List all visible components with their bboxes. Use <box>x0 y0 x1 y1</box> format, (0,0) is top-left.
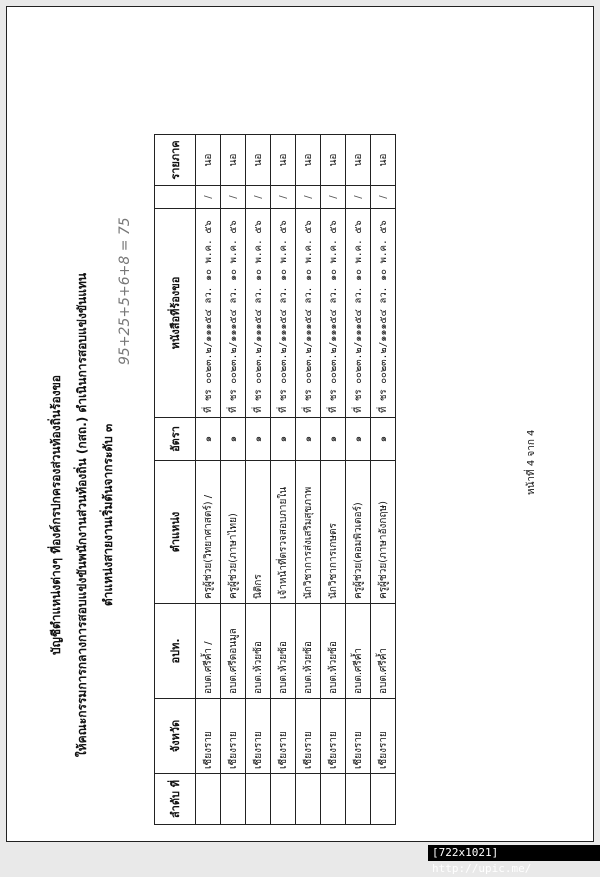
cell-org: อบต.ห้วยซ้อ <box>321 604 346 699</box>
cell-org: อบต.ศรีค้ำ <box>371 604 396 699</box>
cell-seq <box>246 774 271 825</box>
title-line-2: ให้คณะกรรมการกลางการสอบแข่งขันพนักงานส่วนท้องถิ่น (กสถ.) ดำเนินการสอบแข่งขันแทน <box>75 272 89 758</box>
cell-seq <box>321 774 346 825</box>
cell-rate: ๑ <box>221 418 246 461</box>
cell-detail: นอ <box>321 135 346 186</box>
table-row <box>196 135 221 825</box>
cell-province: เชียงราย <box>346 699 371 774</box>
header-seq: ลำดับ ที่ <box>155 774 196 825</box>
cell-seq <box>196 774 221 825</box>
page-number: หน้าที่ 4 จาก 4 <box>526 429 537 495</box>
image-size-label: [722x1021] <box>432 846 499 859</box>
header-org: อปท. <box>155 604 196 699</box>
cell-mark: / <box>196 186 221 209</box>
table-row <box>271 135 296 825</box>
cell-letter: ที่ ชร ๐๐๒๓.๒/๑๑๑๕๔ ลว. ๑๐ พ.ค. ๕๖ <box>246 209 271 418</box>
cell-province: เชียงราย <box>296 699 321 774</box>
cell-org: อบต.ศรีค้ำ / <box>196 604 221 699</box>
cell-province: เชียงราย <box>246 699 271 774</box>
cell-org: อบต.ห้วยซ้อ <box>271 604 296 699</box>
table-row <box>371 135 396 825</box>
cell-mark: / <box>221 186 246 209</box>
cell-seq <box>271 774 296 825</box>
cell-position: นักวิชาการเกษตร <box>321 461 346 604</box>
image-host-footer <box>428 845 600 875</box>
cell-mark: / <box>296 186 321 209</box>
cell-org: อบต.ศรีดอนมูล <box>221 604 246 699</box>
cell-province: เชียงราย <box>221 699 246 774</box>
table-row <box>246 135 271 825</box>
cell-detail: นอ <box>346 135 371 186</box>
table-row <box>296 135 321 825</box>
cell-detail: นอ <box>246 135 271 186</box>
cell-rate: ๑ <box>296 418 321 461</box>
cell-province: เชียงราย <box>271 699 296 774</box>
header-rate: อัตรา <box>155 418 196 461</box>
cell-rate: ๑ <box>346 418 371 461</box>
header-mark <box>155 186 196 209</box>
table-row <box>221 135 246 825</box>
cell-province: เชียงราย <box>196 699 221 774</box>
cell-org: อบต.ห้วยซ้อ <box>246 604 271 699</box>
title-line-3: ตำแหน่งสายงานเริ่มต้นจากระดับ ๓ <box>101 423 115 607</box>
cell-seq <box>296 774 321 825</box>
cell-mark: / <box>271 186 296 209</box>
title-line-1: บัญชีตำแหน่งต่างๆ ที่องค์กรปกครองส่วนท้องถิ่นร้องขอ <box>49 375 63 656</box>
cell-org: อบต.ศรีค้ำ <box>346 604 371 699</box>
cell-mark: / <box>246 186 271 209</box>
cell-position: เจ้าหน้าที่ตรวจสอบภายใน <box>271 461 296 604</box>
cell-letter: ที่ ชร ๐๐๒๓.๒/๑๑๑๕๔ ลว. ๑๐ พ.ค. ๕๖ <box>221 209 246 418</box>
cell-detail: นอ <box>296 135 321 186</box>
cell-position: นักวิชาการส่งเสริมสุขภาพ <box>296 461 321 604</box>
cell-letter: ที่ ชร ๐๐๒๓.๒/๑๑๑๕๔ ลว. ๑๐ พ.ค. ๕๖ <box>196 209 221 418</box>
handwritten-note: 95+25+5+6+8 = 75 <box>117 217 133 365</box>
cell-seq <box>221 774 246 825</box>
header-letter: หนังสือที่ร้องขอ <box>155 209 196 418</box>
cell-position: นิติกร <box>246 461 271 604</box>
header-position: ตำแหน่ง <box>155 461 196 604</box>
table-header-row <box>155 135 196 825</box>
cell-position: ครูผู้ช่วย(ภาษาไทย) <box>221 461 246 604</box>
cell-rate: ๑ <box>371 418 396 461</box>
cell-mark: / <box>346 186 371 209</box>
positions-table <box>154 134 396 825</box>
cell-seq <box>371 774 396 825</box>
cell-position: ครูผู้ช่วย(คอมพิวเตอร์) <box>346 461 371 604</box>
cell-province: เชียงราย <box>371 699 396 774</box>
cell-letter: ที่ ชร ๐๐๒๓.๒/๑๑๑๕๔ ลว. ๑๐ พ.ค. ๕๖ <box>371 209 396 418</box>
cell-org: อบต.ห้วยซ้อ <box>296 604 321 699</box>
cell-letter: ที่ ชร ๐๐๒๓.๒/๑๑๑๕๔ ลว. ๑๐ พ.ค. ๕๖ <box>321 209 346 418</box>
cell-mark: / <box>321 186 346 209</box>
document-page <box>6 6 594 842</box>
cell-detail: นอ <box>221 135 246 186</box>
cell-detail: นอ <box>371 135 396 186</box>
cell-letter: ที่ ชร ๐๐๒๓.๒/๑๑๑๕๔ ลว. ๑๐ พ.ค. ๕๖ <box>271 209 296 418</box>
cell-rate: ๑ <box>246 418 271 461</box>
cell-letter: ที่ ชร ๐๐๒๓.๒/๑๑๑๕๔ ลว. ๑๐ พ.ค. ๕๖ <box>346 209 371 418</box>
cell-rate: ๑ <box>271 418 296 461</box>
cell-detail: นอ <box>196 135 221 186</box>
host-url-link[interactable]: http://upic.me/ <box>432 862 532 875</box>
cell-letter: ที่ ชร ๐๐๒๓.๒/๑๑๑๕๔ ลว. ๑๐ พ.ค. ๕๖ <box>296 209 321 418</box>
cell-detail: นอ <box>271 135 296 186</box>
cell-rate: ๑ <box>321 418 346 461</box>
header-province: จังหวัด <box>155 699 196 774</box>
cell-seq <box>346 774 371 825</box>
cell-mark: / <box>371 186 396 209</box>
header-detail: รายภาค <box>155 135 196 186</box>
cell-position: ครูผู้ช่วย(วิทยาศาสตร์) / <box>196 461 221 604</box>
rotated-content <box>19 15 579 835</box>
cell-province: เชียงราย <box>321 699 346 774</box>
cell-position: ครูผู้ช่วย(ภาษาอังกฤษ) <box>371 461 396 604</box>
document-title <box>43 195 121 835</box>
cell-rate: ๑ <box>196 418 221 461</box>
table-row <box>346 135 371 825</box>
table-row <box>321 135 346 825</box>
